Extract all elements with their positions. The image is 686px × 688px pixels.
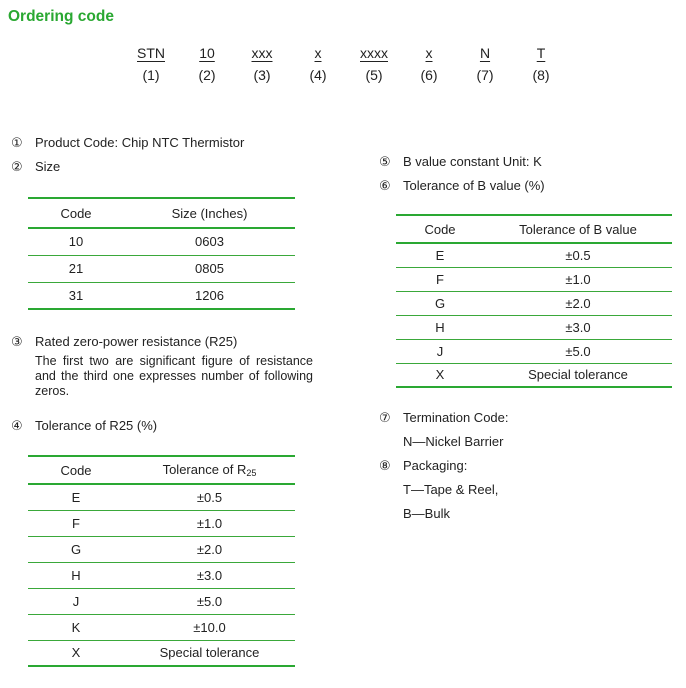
table-cell: ±5.0 [124, 588, 295, 614]
code-part-2 [177, 42, 237, 86]
table-cell: G [28, 536, 124, 562]
table-cell: J [396, 339, 484, 363]
page-title: Ordering code [8, 8, 114, 25]
item-size [11, 159, 60, 175]
table-cell: ±0.5 [124, 484, 295, 510]
code-part-7 [455, 42, 515, 86]
code-segment: N [479, 45, 491, 61]
code-segment: T [536, 45, 546, 61]
table-row [28, 510, 295, 536]
item-number: ⑦ [379, 410, 391, 425]
table-row [396, 315, 672, 339]
code-index: (8) [532, 67, 550, 83]
item-label: Tolerance of R25 (%) [35, 418, 158, 433]
table-cell: 0805 [124, 255, 295, 282]
header-text: Tolerance of R [162, 462, 247, 477]
item-label: Packaging: [403, 458, 468, 473]
packaging-detail-tape: T—Tape & Reel, [403, 482, 499, 497]
code-part-6 [399, 42, 459, 86]
code-part-8 [511, 42, 571, 86]
table-cell: ±2.0 [124, 536, 295, 562]
table-row [396, 339, 672, 363]
table-header: Code [396, 215, 484, 243]
table-row [28, 484, 295, 510]
code-index: (6) [420, 67, 438, 83]
table-cell: Special tolerance [484, 363, 672, 387]
table-cell: ±3.0 [484, 315, 672, 339]
code-part-3 [232, 42, 292, 86]
item-label: Size [35, 159, 61, 174]
code-index: (3) [253, 67, 271, 83]
table-cell: 31 [28, 282, 124, 309]
code-segment: x [314, 45, 322, 61]
code-part-1 [121, 42, 181, 86]
table-cell: G [396, 291, 484, 315]
table-cell: H [396, 315, 484, 339]
item-label: Termination Code: [403, 410, 509, 425]
table-cell: 21 [28, 255, 124, 282]
table-cell: ±1.0 [124, 510, 295, 536]
code-index: (1) [142, 67, 160, 83]
table-row [28, 562, 295, 588]
item-b-value [379, 154, 542, 170]
packaging-detail-bulk: B—Bulk [403, 506, 450, 521]
table-cell: 0603 [124, 228, 295, 255]
item-termination [379, 410, 509, 426]
code-index: (4) [309, 67, 327, 83]
table-header: Size (Inches) [124, 198, 295, 228]
table-row [28, 588, 295, 614]
item-label: B value constant Unit: K [403, 154, 542, 169]
table-cell: 1206 [124, 282, 295, 309]
table-row [396, 291, 672, 315]
table-cell: ±2.0 [484, 291, 672, 315]
table-cell: E [28, 484, 124, 510]
item-number: ③ [11, 334, 23, 349]
item-b-tolerance [379, 178, 545, 194]
r25-tolerance-table [28, 455, 295, 667]
code-segment: xxxx [360, 45, 388, 61]
item-product-code [11, 135, 244, 151]
table-header: Tolerance of B value [484, 215, 672, 243]
header-subscript: 25 [246, 468, 257, 478]
resistance-description: The first two are significant figure of resistance and the third one expresses number of following zeros. [35, 354, 313, 398]
table-row [28, 614, 295, 640]
termination-detail: N—Nickel Barrier [403, 434, 504, 449]
table-header [124, 456, 295, 484]
item-packaging [379, 458, 467, 474]
item-label: Product Code: Chip NTC Thermistor [35, 135, 245, 150]
table-cell: H [28, 562, 124, 588]
code-part-4 [288, 42, 348, 86]
item-r25-tolerance [11, 418, 157, 434]
item-number: ⑤ [379, 154, 391, 169]
table-cell: 10 [28, 228, 124, 255]
table-row [396, 243, 672, 267]
table-cell: X [28, 640, 124, 666]
table-header: Code [28, 198, 124, 228]
item-number: ④ [11, 418, 23, 433]
code-part-5 [344, 42, 404, 86]
table-cell: ±0.5 [484, 243, 672, 267]
item-number: ⑧ [379, 458, 391, 473]
size-table [28, 197, 295, 310]
table-cell: K [28, 614, 124, 640]
table-header: Code [28, 456, 124, 484]
item-label: Rated zero-power resistance (R25) [35, 334, 238, 349]
table-row [28, 282, 295, 309]
table-cell: X [396, 363, 484, 387]
table-cell: ±1.0 [484, 267, 672, 291]
table-cell: ±5.0 [484, 339, 672, 363]
table-row [28, 255, 295, 282]
table-cell: ±10.0 [124, 614, 295, 640]
table-cell: F [28, 510, 124, 536]
table-cell: ±3.0 [124, 562, 295, 588]
table-cell: Special tolerance [124, 640, 295, 666]
item-number: ⑥ [379, 178, 391, 193]
item-number: ① [11, 135, 23, 150]
ordering-code-diagram [0, 42, 686, 92]
b-tolerance-table [396, 214, 672, 388]
code-index: (7) [476, 67, 494, 83]
item-number: ② [11, 159, 23, 174]
table-row [396, 267, 672, 291]
code-segment: STN [137, 45, 165, 61]
item-resistance [11, 334, 237, 350]
code-segment: 10 [199, 45, 215, 61]
table-cell: F [396, 267, 484, 291]
code-index: (2) [198, 67, 216, 83]
table-cell: E [396, 243, 484, 267]
table-row [28, 640, 295, 666]
code-segment: xxx [251, 45, 273, 61]
code-index: (5) [365, 67, 383, 83]
table-row [28, 228, 295, 255]
item-label: Tolerance of B value (%) [403, 178, 545, 193]
table-row [28, 536, 295, 562]
table-row [396, 363, 672, 387]
code-segment: x [425, 45, 433, 61]
table-cell: J [28, 588, 124, 614]
